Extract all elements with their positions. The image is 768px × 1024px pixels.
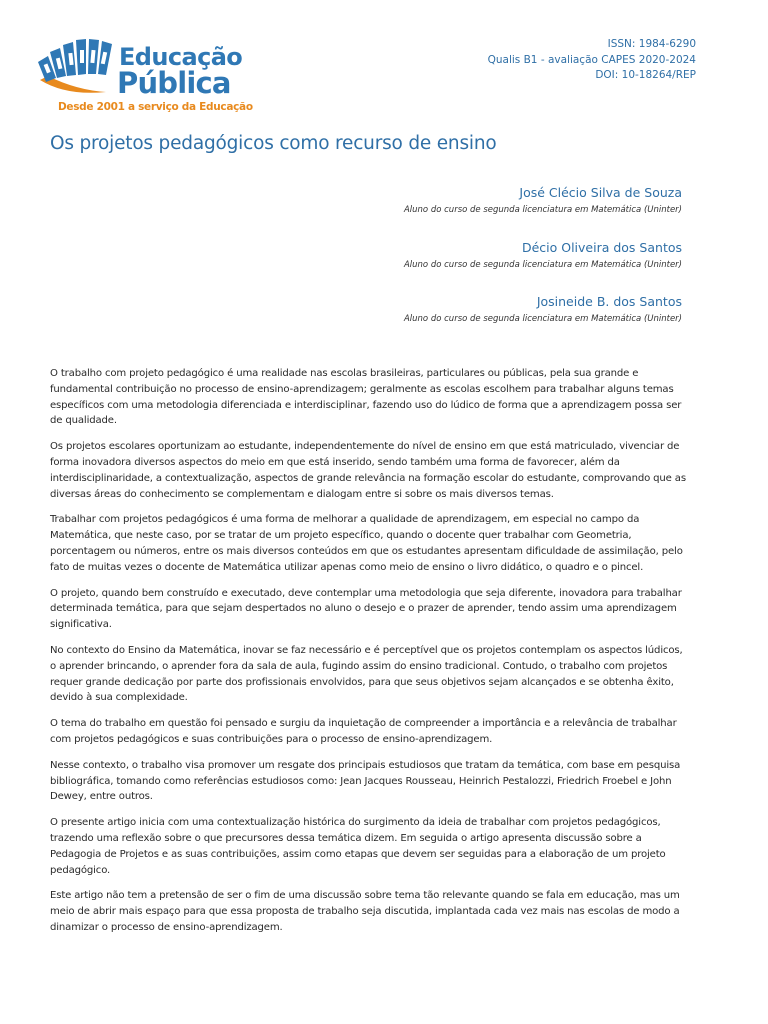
body-paragraph: No contexto do Ensino da Matemática, inovar se faz necessário e é perceptível que os projetos contemplam os aspectos lúdicos, o aprender brincando, o aprender fora da sala de aula, fugindo assim do ensino tradicional. Contudo, o trabalho com projetos requer grande dedicação por parte dos profissionais envolvidos, para que seus objetivos sejam alcançados e se obtenha êxito, devido à sua complexidade. (50, 644, 683, 704)
body-paragraph: O projeto, quando bem construído e executado, deve contemplar uma metodologia que seja diferente, inovadora para trabalhar determinada temática, para que sejam despertados no aluno o desejo e o prazer de aprender, tendo assim uma aprendizagem significativa. (50, 587, 682, 631)
body-paragraph: O presente artigo inicia com uma contextualização histórica do surgimento da ideia de trabalhar com projetos pedagógicos, trazendo uma reflexão sobre o que precursores dessa temática dizem. Em seguida o artigo apresenta discussão sobre a Pedagogia de Projetos e as suas contribuições, assim como etapas que devem ser seguidas para a elaboração de um projeto pedagógico. (50, 817, 666, 876)
logo-title-line2: Pública (117, 66, 231, 100)
body-paragraph: O trabalho com projeto pedagógico é uma realidade nas escolas brasileiras, particulares ou públicas, pela sua grande e fundamental contribuição no processo de ensino-aprendizagem; geralmente as escolas escolhem para trabalhar alguns temas específicos com uma metodologia diferenciada e interdisciplinar, fazendo uso do lúdico de forma que a aprendizagem possa ser de qualidade. (50, 368, 682, 427)
page-header (0, 0, 768, 125)
logo-tagline: Desde 2001 a serviço da Educação (58, 101, 253, 113)
doi-text: DOI: 10-18264/REP (595, 69, 696, 81)
author-list (262, 184, 682, 348)
author-name: Décio Oliveira dos Santos (521, 239, 682, 255)
body-paragraph: Nesse contexto, o trabalho visa promover um resgate dos principais estudiosos que tratam da temática, com base em pesquisa bibliográfica, tomando como referências estudiosos como: Jean Jacques Rousseau, Heinrich Pestalozzi, Friedrich Froebel e John Dewey, entre outros. (50, 759, 681, 803)
body-paragraph: O tema do trabalho em questão foi pensado e surgiu da inquietação de compreender a importância e a relevância de trabalhar com projetos pedagógicos e suas contribuições para o processo de ensino-aprendizagem. (50, 718, 677, 745)
books-icon (36, 36, 118, 98)
article-title: Os projetos pedagógicos como recurso de ensino (50, 133, 497, 154)
body-paragraph: Os projetos escolares oportunizam ao estudante, independentemente do nível de ensino em que está matriculado, vivenciar de forma inovadora diversos aspectos do meio em que está inserido, sendo também uma forma de favorecer, além da interdisciplinaridade, a contextualização, aspectos de grande relevância na formação escolar do estudante, comprovando que as diversas áreas do conhecimento se complementam e dialogam entre si sobre os mais diversos temas. (50, 441, 686, 500)
issn-text: ISSN: 1984-6290 (607, 38, 696, 50)
article-body (50, 366, 690, 946)
author-entry (262, 184, 682, 239)
author-affiliation: Aluno do curso de segunda licenciatura em Matemática (Uninter) (403, 205, 682, 215)
author-name: José Clécio Silva de Souza (519, 185, 682, 200)
author-affiliation: Aluno do curso de segunda licenciatura em Matemática (Uninter) (403, 314, 682, 324)
author-entry (262, 239, 682, 294)
body-paragraph: Este artigo não tem a pretensão de ser o fim de uma discussão sobre tema tão relevante quando se fala em educação, mas um meio de abrir mais espaço para que essa proposta de trabalho seja discutida, implantada cada vez mais nas escolas de modo a dinamizar o processo de ensino-aprendizagem. (50, 890, 680, 933)
logo-title-line1: Educação (119, 43, 243, 71)
author-name: Josineide B. dos Santos (536, 294, 682, 309)
journal-meta (488, 37, 696, 84)
author-affiliation: Aluno do curso de segunda licenciatura em Matemática (Uninter) (403, 259, 682, 270)
body-paragraph: Trabalhar com projetos pedagógicos é uma forma de melhorar a qualidade de aprendizagem, em especial no campo da Matemática, que neste caso, por se tratar de um projeto específico, quando o docente quer trabalhar com Geometria, porcentagem ou números, entre os mais diversos conteúdos em que os estudantes apresentam dificuldade de assimilação, pelo fato de muitas vezes o docente de Matemática utilizar apenas como meio de ensino o livro didático, o quadro e o pincel. (50, 514, 683, 573)
author-entry (262, 293, 682, 348)
qualis-text: Qualis B1 - avaliação CAPES 2020-2024 (487, 53, 696, 66)
